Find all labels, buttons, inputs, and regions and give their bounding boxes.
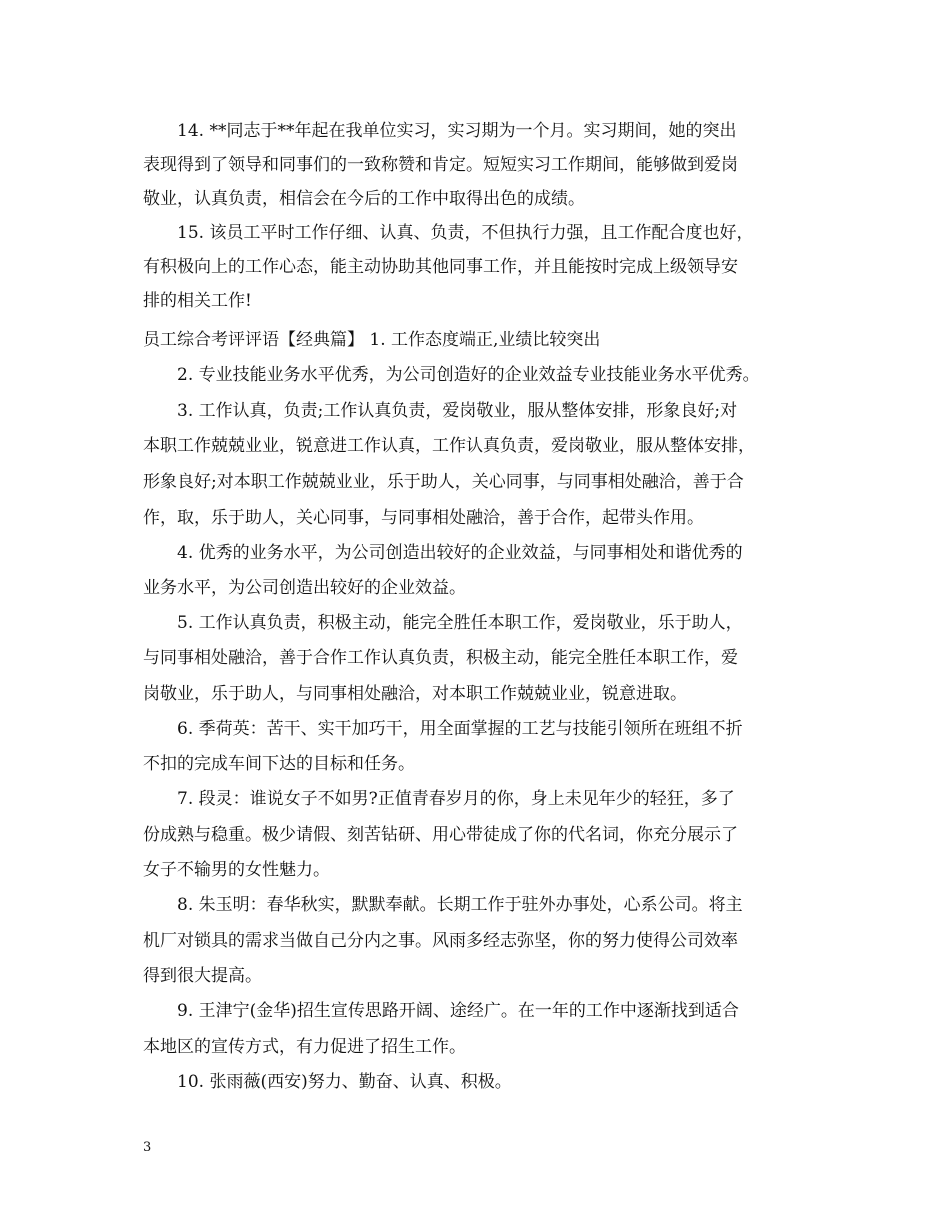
text-line: 形象良好;对本职工作兢兢业业，乐于助人，关心同事，与同事相处融洽，善于合 [143, 472, 744, 492]
text-line: 15. 该员工平时工作仔细、认真、负责，不但执行力强，且工作配合度也好， [177, 223, 754, 243]
text-line: 4. 优秀的业务水平，为公司创造出较好的企业效益，与同事相处和谐优秀的 [177, 543, 743, 563]
text-line: 表现得到了领导和同事们的一致称赞和肯定。短短实习工作期间，能够做到爱岗 [143, 155, 738, 175]
text-line: 业务水平，为公司创造出较好的企业效益。 [143, 578, 466, 598]
text-line: 岗敬业，乐于助人，与同事相处融洽，对本职工作兢兢业业，锐意进取。 [143, 684, 687, 704]
text-line: 份成熟与稳重。极少请假、刻苦钻研、用心带徒成了你的代名词，你充分展示了 [143, 825, 738, 845]
text-line: 10. 张雨薇(西安)努力、勤奋、认真、积极。 [177, 1072, 512, 1092]
text-line: 得到很大提高。 [143, 966, 262, 986]
text-line: 作，取，乐于助人，关心同事，与同事相处融洽，善于合作，起带头作用。 [143, 508, 704, 528]
text-line: 机厂对锁具的需求当做自己分内之事。风雨多经志弥坚，你的努力使得公司效率 [143, 931, 738, 951]
text-line: 有积极向上的工作心态，能主动协助其他同事工作，并且能按时完成上级领导安 [143, 257, 738, 277]
section-heading-line: 员工综合考评评语【经典篇】 1. 工作态度端正,业绩比较突出 [143, 330, 601, 350]
text-line: 与同事相处融洽，善于合作工作认真负责，积极主动，能完全胜任本职工作，爱 [143, 648, 738, 668]
text-line: 6. 季荷英：苦干、实干加巧干，用全面掌握的工艺与技能引领所在班组不折 [177, 719, 743, 739]
text-line: 本职工作兢兢业业，锐意进工作认真，工作认真负责，爱岗敬业，服从整体安排， [143, 436, 755, 456]
text-line: 本地区的宣传方式，有力促进了招生工作。 [143, 1037, 466, 1057]
text-line: 14. **同志于**年起在我单位实习，实习期为一个月。实习期间，她的突出 [177, 121, 737, 141]
text-line: 2. 专业技能业务水平优秀，为公司创造好的企业效益专业技能业务水平优秀。 [177, 365, 760, 385]
text-line: 3. 工作认真，负责;工作认真负责，爱岗敬业，服从整体安排，形象良好;对 [177, 401, 738, 421]
text-line: 女子不输男的女性魅力。 [143, 860, 330, 880]
text-line: 敬业，认真负责，相信会在今后的工作中取得出色的成绩。 [143, 189, 585, 209]
text-line: 5. 工作认真负责，积极主动，能完全胜任本职工作，爱岗敬业，乐于助人， [177, 613, 743, 633]
text-line: 8. 朱玉明：春华秋实，默默奉献。长期工作于驻外办事处，心系公司。将主 [177, 895, 743, 915]
text-line: 7. 段灵：谁说女子不如男?正值青春岁月的你，身上未见年少的轻狂，多了 [177, 789, 735, 809]
page-number: 3 [143, 1140, 152, 1155]
text-line: 排的相关工作! [143, 291, 252, 311]
text-line: 不扣的完成车间下达的目标和任务。 [143, 754, 415, 774]
text-line: 9. 王津宁(金华)招生宣传思路开阔、途经广。在一年的工作中逐渐找到适合 [177, 1001, 739, 1021]
